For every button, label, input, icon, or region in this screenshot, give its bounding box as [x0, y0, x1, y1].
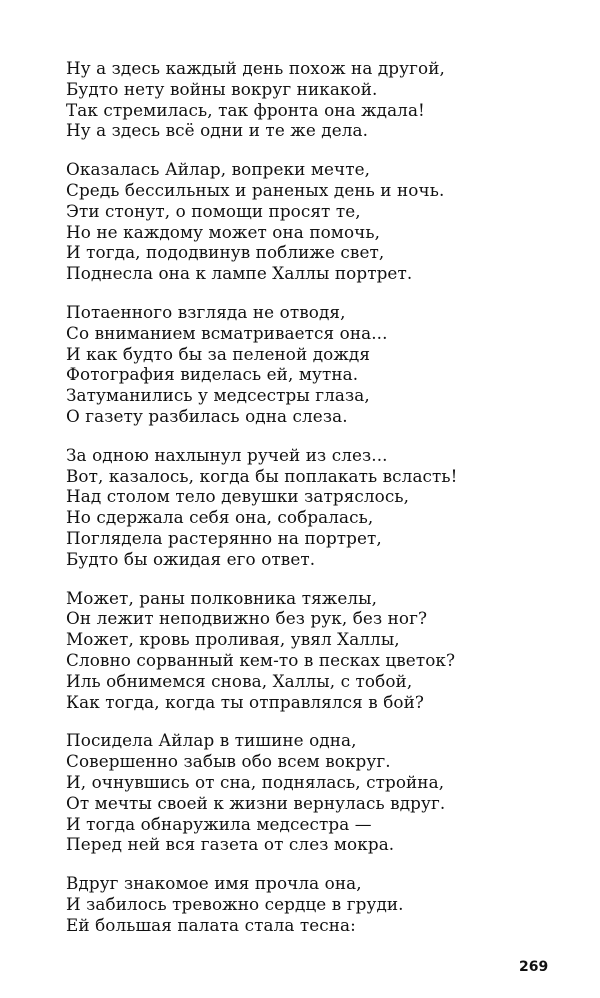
poem-line: Но не каждому может она помочь, — [66, 221, 381, 242]
poem-line: Ну а здесь каждый день похож на другой, — [66, 58, 445, 78]
poem-line: Перед ней вся газета от слез мокра. — [66, 834, 395, 855]
poem-line: Будто бы ожидая его ответ. — [66, 548, 316, 569]
poem-line: Может, раны полковника тяжелы, — [66, 587, 378, 608]
stanza — [66, 159, 566, 284]
stanza — [66, 58, 566, 141]
poem-line: Словно сорванный кем-то в песках цветок? — [66, 649, 456, 670]
poem-line: Иль обнимемся снова, Халлы, с тобой, — [66, 670, 413, 691]
poem-line: За одною нахлынул ручей из слез... — [66, 444, 388, 465]
poem-line: Поднесла она к лампе Халлы портрет. — [66, 263, 413, 284]
poem-line: Может, кровь проливая, увял Халлы, — [66, 629, 400, 650]
stanza — [66, 588, 566, 713]
poem-line: И тогда обнаружила медсестра — — [66, 813, 372, 834]
poem-line: Над столом тело девушки затряслось, — [66, 486, 410, 507]
stanza — [66, 873, 566, 935]
stanza — [66, 302, 566, 427]
poem-text — [66, 58, 566, 953]
poem-line: Со вниманием всматривается она... — [66, 322, 388, 343]
poem-line: И, очнувшись от сна, поднялась, стройна, — [66, 771, 445, 792]
poem-line: Он лежит неподвижно без рук, без ног? — [66, 608, 428, 629]
poem-line: Так стремилась, так фронта она ждала! — [66, 99, 425, 120]
poem-line: Как тогда, когда ты отправлялся в бой? — [66, 691, 424, 712]
poem-line: Ну а здесь всё одни и те же дела. — [66, 120, 369, 141]
poem-line: Фотография виделась ей, мутна. — [66, 364, 359, 385]
page-number: 269 — [519, 959, 549, 975]
poem-line: От мечты своей к жизни вернулась вдруг. — [66, 792, 446, 813]
poem-line: И забилось тревожно сердце в груди. — [66, 893, 404, 914]
poem-line: Поглядела растерянно на портрет, — [66, 527, 382, 548]
poem-line: Будто нету войны вокруг никакой. — [66, 78, 378, 99]
poem-line: И как будто бы за пеленой дождя — [66, 343, 371, 364]
poem-line: Ей большая палата стала тесна: — [66, 914, 356, 935]
stanza — [66, 445, 566, 570]
poem-line: Затуманились у медсестры глаза, — [66, 385, 370, 406]
poem-line: Совершенно забыв обо всем вокруг. — [66, 751, 391, 772]
poem-line: И тогда, пододвинув поближе свет, — [66, 242, 385, 263]
poem-line: Вот, казалось, когда бы поплакать всласть! — [66, 465, 458, 486]
poem-line: Но сдержала себя она, собралась, — [66, 507, 374, 528]
poem-line: Средь бессильных и раненых день и ночь. — [66, 179, 445, 200]
poem-line: Посидела Айлар в тишине одна, — [66, 730, 357, 751]
poem-line: Вдруг знакомое имя прочла она, — [66, 873, 362, 894]
stanza — [66, 730, 566, 855]
poem-line: Эти стонут, о помощи просят те, — [66, 200, 361, 221]
poem-line: Оказалась Айлар, вопреки мечте, — [66, 159, 371, 180]
poem-line: О газету разбилась одна слеза. — [66, 405, 348, 426]
poem-line: Потаенного взгляда не отводя, — [66, 301, 346, 322]
